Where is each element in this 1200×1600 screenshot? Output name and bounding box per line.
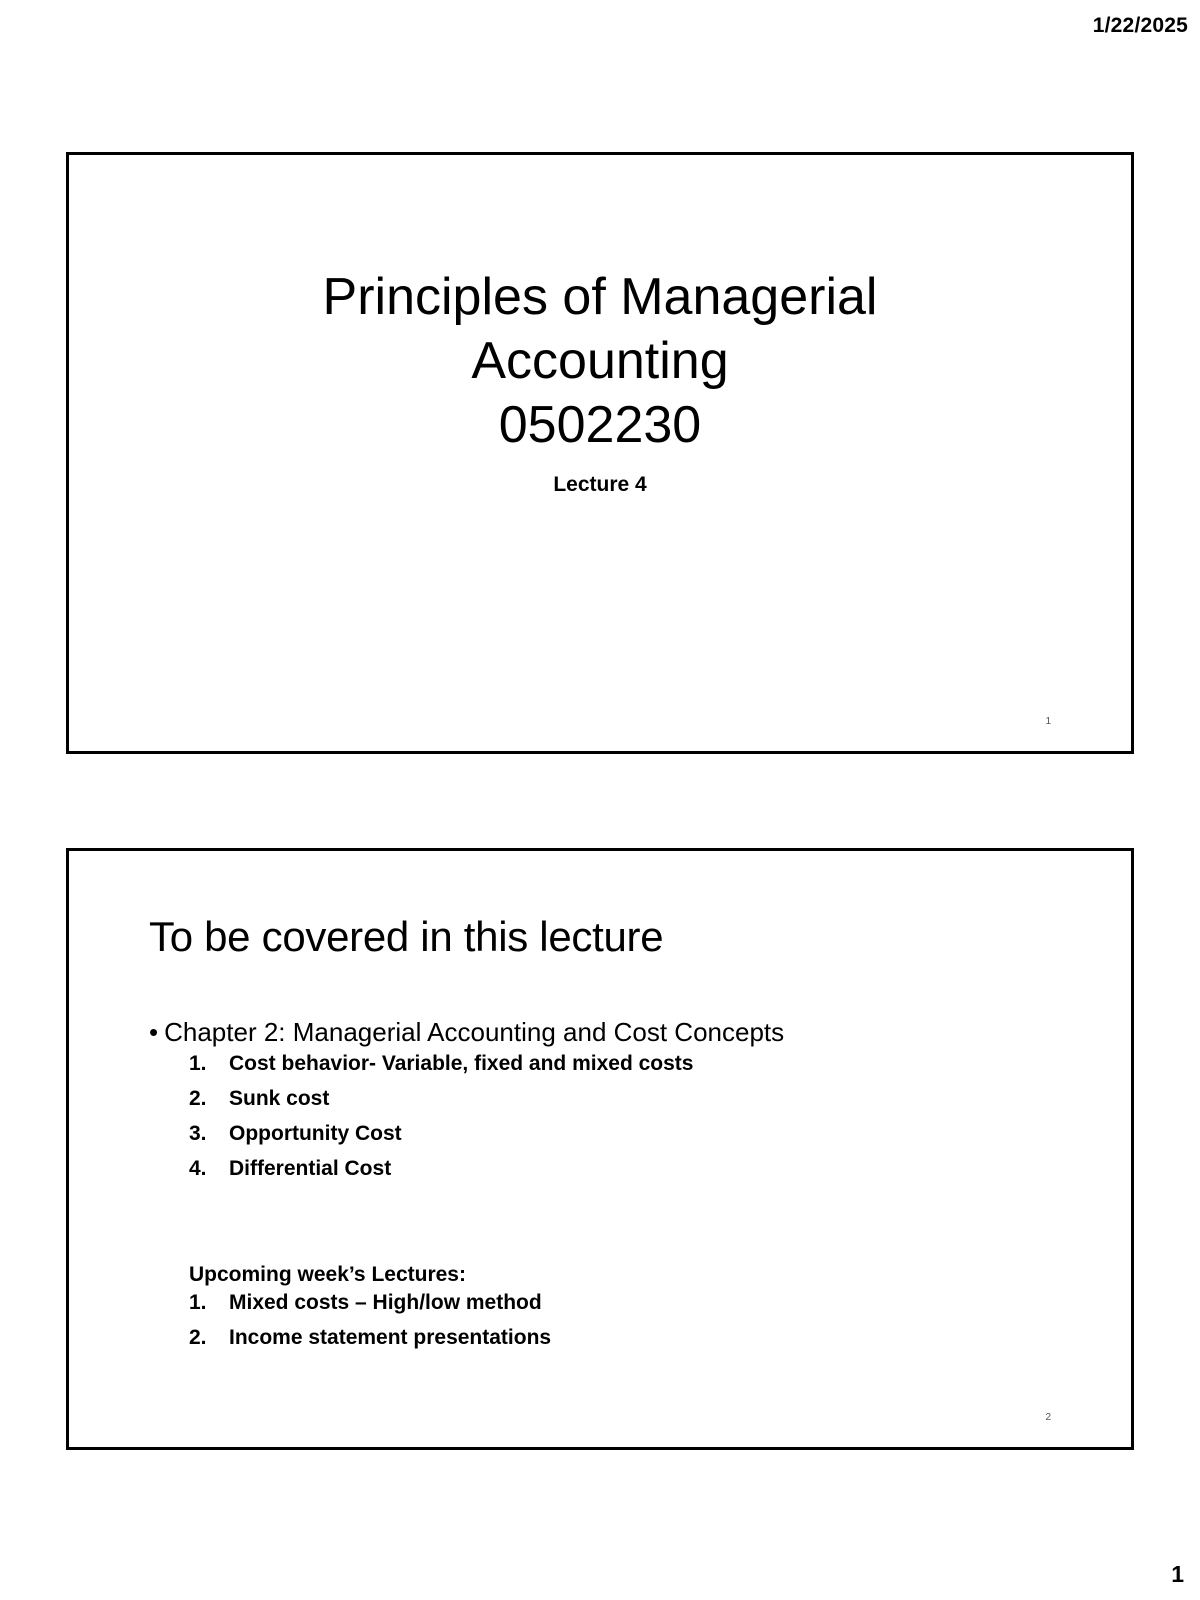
title-line: Principles of Managerial bbox=[322, 268, 878, 326]
slide-number: 1 bbox=[1045, 716, 1051, 727]
upcoming-list bbox=[189, 1285, 551, 1355]
course-code: 0502230 bbox=[498, 396, 702, 454]
slide-title bbox=[69, 265, 1131, 457]
page-number: 1 bbox=[1171, 1561, 1184, 1587]
slide-2 bbox=[66, 848, 1134, 1450]
list-item: 1. Cost behavior- Variable, fixed and mixed costs bbox=[189, 1052, 694, 1075]
slide-number: 2 bbox=[1045, 1412, 1051, 1423]
list-item: 4. Differential Cost bbox=[189, 1157, 392, 1180]
slide-1 bbox=[66, 152, 1134, 754]
list-item: 2. Sunk cost bbox=[189, 1087, 330, 1110]
lecture-subtitle: Lecture 4 bbox=[553, 473, 647, 496]
title-line: Accounting bbox=[471, 332, 729, 390]
chapter-bullet bbox=[149, 1017, 784, 1048]
list-item: 3. Opportunity Cost bbox=[189, 1122, 402, 1145]
chapter-text: Chapter 2: Managerial Accounting and Cost Concepts bbox=[164, 1017, 785, 1047]
list-item: 2. Income statement presentations bbox=[189, 1326, 552, 1349]
topic-list bbox=[189, 1046, 693, 1186]
page-date: 1/22/2025 bbox=[1092, 14, 1188, 37]
list-item: 1. Mixed costs – High/low method bbox=[189, 1291, 542, 1314]
slide-heading: To be covered in this lecture bbox=[149, 913, 664, 960]
bullet-icon: • bbox=[149, 1017, 159, 1047]
upcoming-label: Upcoming week’s Lectures: bbox=[189, 1263, 466, 1286]
